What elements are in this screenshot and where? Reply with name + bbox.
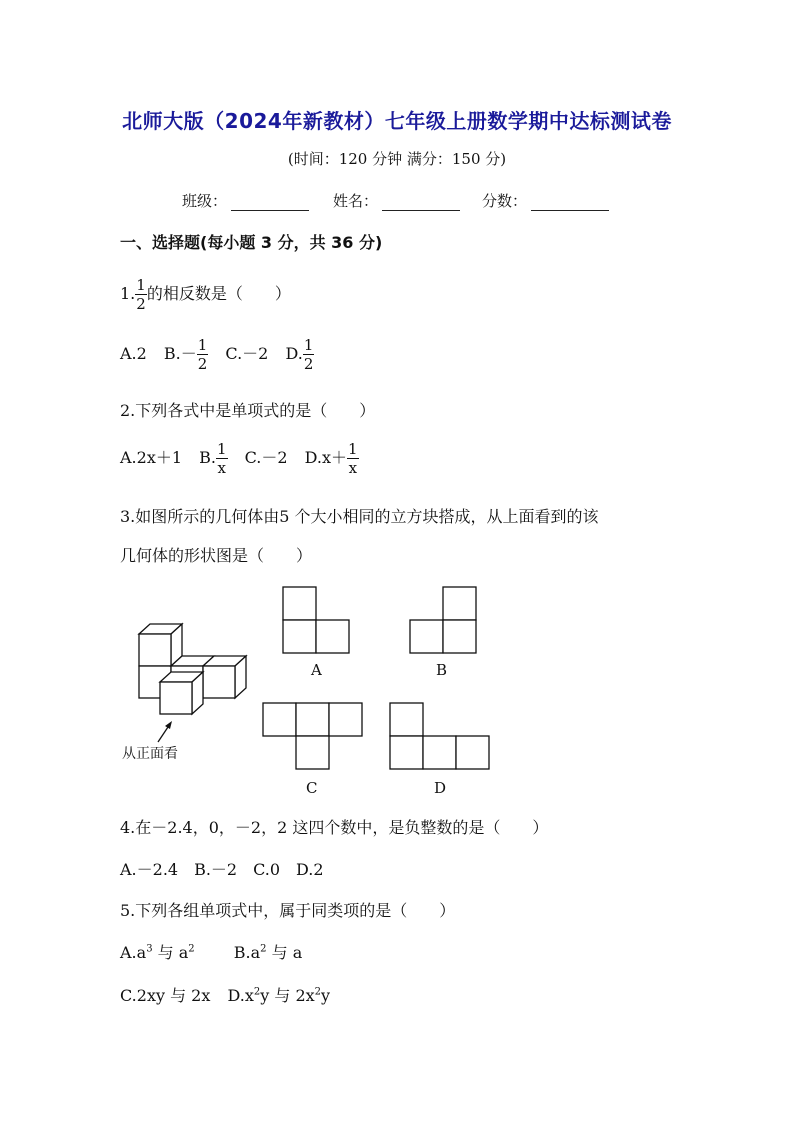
fraction: $\frac{1}{2}$	[136, 276, 146, 313]
option-b: B.－ $\frac{1}{2}$	[163, 336, 208, 373]
question-1: 1. $\frac{1}{2}$ 的相反数是（ ）	[120, 276, 291, 313]
name-field[interactable]	[333, 190, 460, 211]
class-label: 班级：	[182, 192, 228, 210]
option-a: $A.a^3$ 与 $a^2$	[120, 943, 195, 962]
question-2-options	[120, 440, 359, 477]
question-1-options	[120, 336, 314, 373]
score-blank[interactable]	[531, 194, 609, 211]
question-3-line2: 几何体的形状图是（ ）	[120, 546, 313, 565]
option-b-figure	[409, 586, 479, 656]
option-c-label: C	[306, 779, 318, 797]
page-title: 北师大版（2024年新教材）七年级上册数学期中达标测试卷	[122, 109, 672, 133]
option-c: C.－2	[225, 344, 269, 363]
section-heading: 一、选择题(每小题 3 分，共 36 分)	[120, 233, 383, 252]
class-field[interactable]	[182, 190, 309, 211]
option-c: C.－2	[244, 448, 288, 467]
option-c: C.2xy 与 2x	[120, 986, 211, 1005]
question-5-options-ab	[120, 940, 302, 963]
name-label: 姓名：	[333, 192, 379, 210]
option-a-label: A	[311, 661, 322, 679]
option-d: D.x＋ $\frac{1}{x}$	[304, 440, 358, 477]
option-b: B. $\frac{1}{x}$	[199, 440, 227, 477]
question-5: 5.下列各组单项式中，属于同类项的是（ ）	[120, 901, 456, 920]
option-d-figure	[389, 702, 491, 772]
option-d: D. $\frac{1}{2}$	[285, 336, 314, 373]
option-a: A.2	[120, 344, 147, 363]
exam-subtitle: (时间：120 分钟 满分：150 分)	[287, 150, 507, 168]
class-blank[interactable]	[231, 194, 309, 211]
option-d: $D.x^2y$ 与 $2x^2y$	[227, 986, 331, 1005]
option-c-figure	[262, 702, 364, 772]
option-a-figure	[282, 586, 352, 656]
arrow-head	[165, 721, 172, 729]
question-4: 4.在－2.4，0，－2，2 这四个数中，是负整数的是（ ）	[120, 818, 549, 837]
front-view-label: 从正面看	[122, 746, 178, 762]
question-4-options: A.－2.4 B.－2 C.0 D.2	[120, 860, 324, 879]
option-b: $B.a^2$ 与 a	[233, 943, 303, 962]
score-label: 分数：	[482, 192, 528, 210]
name-blank[interactable]	[382, 194, 460, 211]
question-5-options-cd	[120, 983, 330, 1006]
question-3-line1: 3.如图所示的几何体由5 个大小相同的立方块搭成，从上面看到的该	[120, 507, 599, 526]
option-d-label: D	[434, 779, 447, 797]
score-field[interactable]	[482, 190, 609, 211]
option-b-label: B	[436, 661, 448, 679]
question-2: 2.下列各式中是单项式的是（ ）	[120, 401, 376, 420]
option-a: A.2x＋1	[120, 448, 183, 467]
